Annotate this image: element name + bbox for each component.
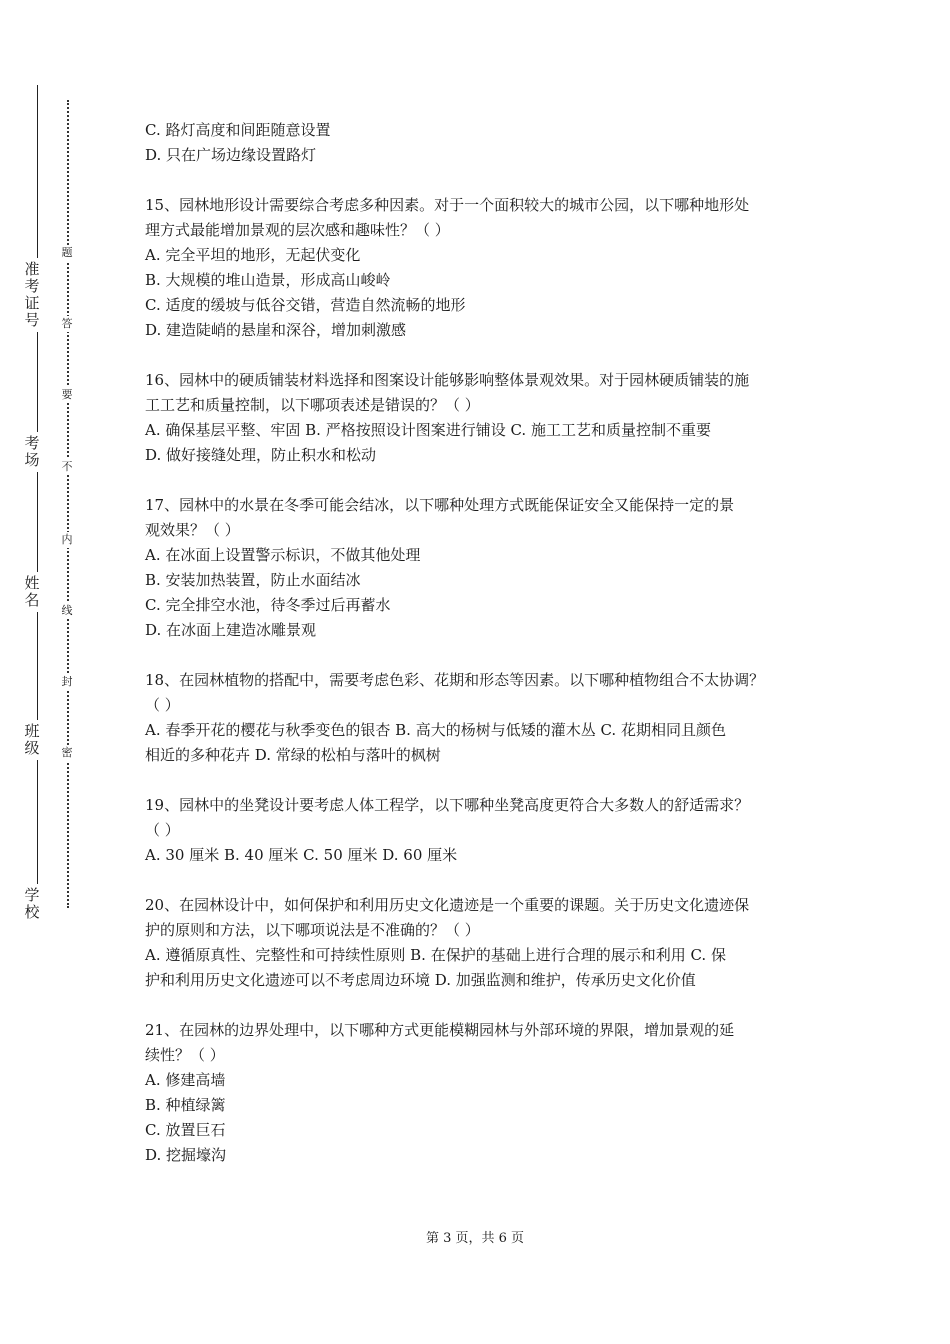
option-a: A. 完全平坦的地形，无起伏变化 xyxy=(145,246,361,264)
answer-blank: （ ） xyxy=(145,821,180,839)
page-number: 第 3 页，共 6 页 xyxy=(425,1231,525,1246)
question-16 xyxy=(145,368,825,468)
option-c: C. 完全排空水池，待冬季过后再蓄水 xyxy=(145,596,391,614)
seal-char: 题 xyxy=(59,245,75,261)
binding-solid-line xyxy=(37,85,38,910)
option-d: D. 建造陡峭的悬崖和深谷，增加刺激感 xyxy=(145,321,407,339)
question-stem: 工工艺和质量控制，以下哪项表述是错误的？（ ） xyxy=(145,396,480,414)
seal-dotted-line xyxy=(67,100,69,908)
option-b: B. 大规模的堆山造景，形成高山峻岭 xyxy=(145,271,391,289)
question-stem: 21、在园林的边界处理中，以下哪种方式更能模糊园林与外部环境的界限，增加景观的延 xyxy=(145,1021,735,1039)
option-d: D. 只在广场边缘设置路灯 xyxy=(145,146,317,164)
question-stem: 17、园林中的水景在冬季可能会结冰，以下哪种处理方式既能保证安全又能保持一定的景 xyxy=(145,496,735,514)
question-content xyxy=(145,118,825,1168)
options-line: A. 30 厘米 B. 40 厘米 C. 50 厘米 D. 60 厘米 xyxy=(145,846,458,864)
question-stem: 续性？（ ） xyxy=(145,1046,225,1064)
option-d: D. 挖掘壕沟 xyxy=(145,1146,227,1164)
label-exam-room: 考场 xyxy=(21,432,43,472)
question-17 xyxy=(145,493,825,643)
question-14-continued xyxy=(145,118,825,168)
question-20 xyxy=(145,893,825,993)
options-line: 相近的多种花卉 D. 常绿的松柏与落叶的枫树 xyxy=(145,746,441,764)
question-stem: 18、在园林植物的搭配中，需要考虑色彩、花期和形态等因素。以下哪种植物组合不太协调？ xyxy=(145,671,765,689)
option-c: C. 路灯高度和间距随意设置 xyxy=(145,121,331,139)
option-a: A. 修建高墙 xyxy=(145,1071,226,1089)
label-school: 学校 xyxy=(21,884,43,924)
seal-char: 密 xyxy=(59,745,75,761)
option-a: A. 在冰面上设置警示标识，不做其他处理 xyxy=(145,546,421,564)
label-name: 姓名 xyxy=(21,572,43,612)
option-b: B. 安装加热装置，防止水面结冰 xyxy=(145,571,361,589)
option-d: D. 做好接缝处理，防止积水和松动 xyxy=(145,446,377,464)
question-21 xyxy=(145,1018,825,1168)
question-15 xyxy=(145,193,825,343)
option-c: C. 放置巨石 xyxy=(145,1121,226,1139)
label-exam-number: 准考证号 xyxy=(21,258,43,332)
question-stem: 19、园林中的坐凳设计要考虑人体工程学，以下哪种坐凳高度更符合大多数人的舒适需求？ xyxy=(145,796,750,814)
seal-char: 内 xyxy=(59,532,75,548)
seal-char: 不 xyxy=(59,459,75,475)
question-stem: 20、在园林设计中，如何保护和利用历史文化遗迹是一个重要的课题。关于历史文化遗迹保 xyxy=(145,896,750,914)
seal-char: 要 xyxy=(59,387,75,403)
option-c: C. 适度的缓坡与低谷交错，营造自然流畅的地形 xyxy=(145,296,466,314)
question-stem: 15、园林地形设计需要综合考虑多种因素。对于一个面积较大的城市公园，以下哪种地形处 xyxy=(145,196,750,214)
question-19 xyxy=(145,793,825,868)
seal-char: 答 xyxy=(59,316,75,332)
question-stem: 护的原则和方法，以下哪项说法是不准确的？（ ） xyxy=(145,921,480,939)
label-class: 班级 xyxy=(21,720,43,760)
options-line: A. 春季开花的樱花与秋季变色的银杏 B. 高大的杨树与低矮的灌木丛 C. 花期相同且颜色 xyxy=(145,721,726,739)
options-line: A. 遵循原真性、完整性和可持续性原则 B. 在保护的基础上进行合理的展示和利用 C. 保 xyxy=(145,946,726,964)
question-stem: 观效果？（ ） xyxy=(145,521,240,539)
seal-char: 线 xyxy=(59,603,75,619)
question-stem: 16、园林中的硬质铺装材料选择和图案设计能够影响整体景观效果。对于园林硬质铺装的施 xyxy=(145,371,750,389)
answer-blank: （ ） xyxy=(145,696,180,714)
options-line: A. 确保基层平整、牢固 B. 严格按照设计图案进行铺设 C. 施工工艺和质量控制不重要 xyxy=(145,421,711,439)
question-18 xyxy=(145,668,825,768)
seal-char: 封 xyxy=(59,674,75,690)
option-b: B. 种植绿篱 xyxy=(145,1096,226,1114)
option-d: D. 在冰面上建造冰雕景观 xyxy=(145,621,317,639)
options-line: 护和利用历史文化遗迹可以不考虑周边环境 D. 加强监测和维护，传承历史文化价值 xyxy=(145,971,696,989)
question-stem: 理方式最能增加景观的层次感和趣味性？（ ） xyxy=(145,221,450,239)
